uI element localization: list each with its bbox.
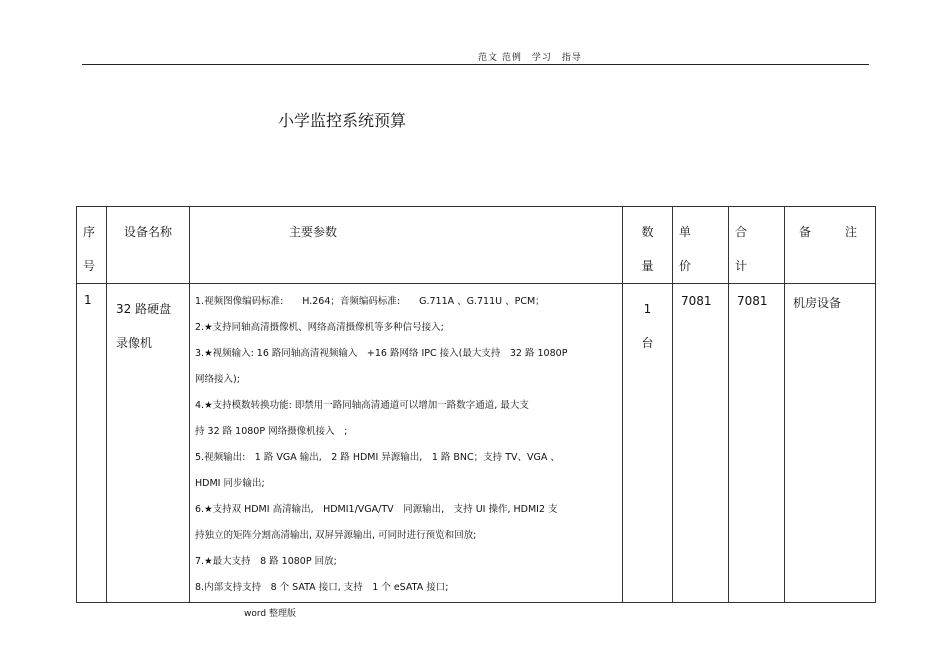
cell-device-name: 32 路硬盘 录像机 [107,284,190,603]
table-row [77,284,876,603]
cell-params [190,284,623,603]
header-qty: 数 量 [623,207,673,284]
page-header: 范文 范例 学习 指导 [478,53,582,63]
header-name: 设备名称 [107,207,190,284]
param-line: 网络接入); [195,374,240,385]
param-line: 持 32 路 1080P 网络摄像机接入 ; [195,426,348,437]
budget-table [76,206,876,603]
cell-total: 7081 [729,284,785,603]
cell-unit-price: 7081 [673,284,729,603]
cell-seq: 1 [77,284,107,603]
cell-qty: 1 台 [623,284,673,603]
header-note: 备 注 [785,207,876,284]
header-seq: 序 号 [77,207,107,284]
document-title: 小学监控系统预算 [278,111,407,130]
param-line: 4.★支持模数转换功能: 即禁用一路同轴高清通道可以增加一路数字通道, 最大支 [195,400,529,411]
param-line: 1.视频图像编码标准: H.264；音频编码标准: G.711A 、G.711U 、PCM； [195,296,545,307]
param-line: 6.★支持双 HDMI 高清输出, HDMI1/VGA/TV 同源输出, 支持 UI 操作, HDMI2 支 [195,504,558,515]
header-divider [82,64,869,65]
cell-note: 机房设备 [785,284,876,603]
param-line: 2.★支持同轴高清摄像机、网络高清摄像机等多种信号接入; [195,322,444,333]
param-line: 3.★视频输入: 16 路同轴高清视频输入 +16 路网络 IPC 接入(最大支持 32 路 1080P [195,348,568,359]
param-line: 7.★最大支持 8 路 1080P 回放; [195,556,337,567]
table-header-row [77,207,876,284]
param-line: HDMI 同步输出; [195,478,265,489]
param-line: 5.视频输出: 1 路 VGA 输出, 2 路 HDMI 异源输出, 1 路 BNC；支持 TV、VGA 、 [195,452,560,463]
header-params: 主要参数 [190,207,623,284]
param-line: 持独立的矩阵分割高清输出, 双屏异源输出, 可同时进行预览和回放; [195,530,477,541]
page-footer: word 整理版 [244,609,296,619]
header-unit-price: 单 价 [673,207,729,284]
header-total: 合 计 [729,207,785,284]
param-line: 8.内部支持支持 8 个 SATA 接口, 支持 1 个 eSATA 接口; [195,582,449,593]
